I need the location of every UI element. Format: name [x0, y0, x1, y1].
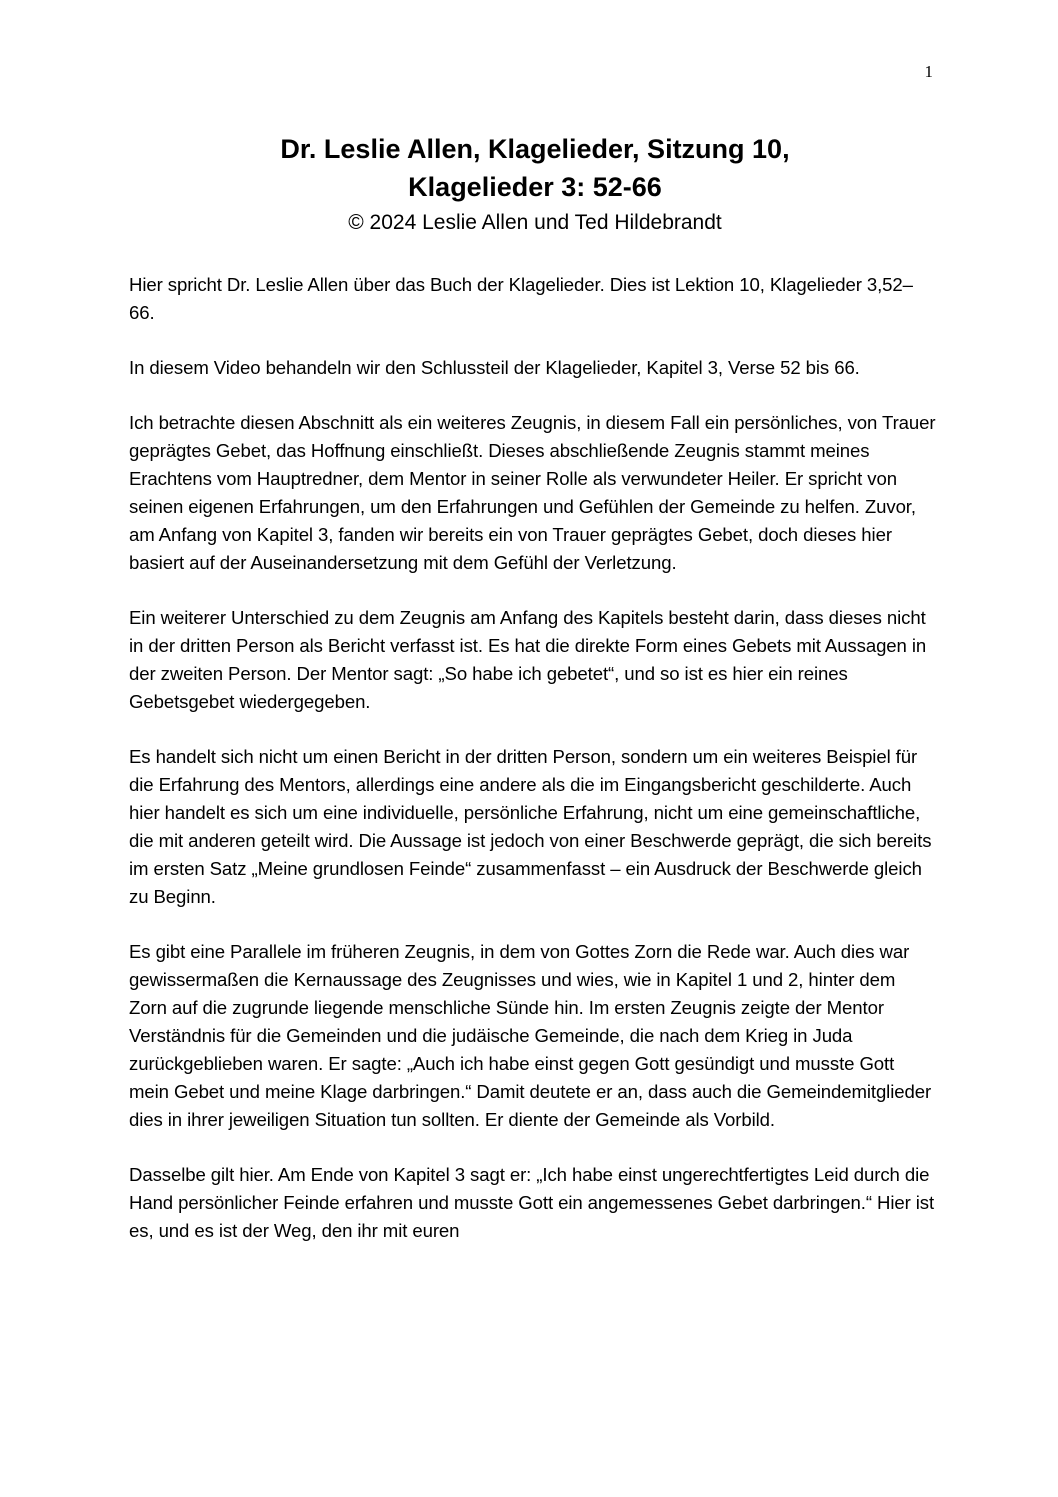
paragraph: In diesem Video behandeln wir den Schlussteil der Klagelieder, Kapitel 3, Verse 52 bis 66.	[129, 357, 860, 378]
paragraph: Ich betrachte diesen Abschnitt als ein weiteres Zeugnis, in diesem Fall ein persönliches, von Trauer geprägtes Gebet, das Hoffnung einschließt. Dieses abschließende Zeugnis stammt meines Erachtens vom Hauptredner, dem Mentor in seiner Rolle als verwundeter Heiler. Er spricht von seinen eigenen Erfahrungen, um den Erfahrungen und Gefühlen der Gemeinde zu helfen. Zuvor, am Anfang von Kapitel 3, fanden wir bereits ein von Trauer geprägtes Gebet, doch dieses hier basiert auf der Auseinandersetzung mit dem Gefühl der Verletzung.	[129, 412, 936, 573]
document-header	[100, 130, 970, 241]
paragraph: Es handelt sich nicht um einen Bericht in der dritten Person, sondern um ein weiteres Beispiel für die Erfahrung des Mentors, allerdings eine andere als die im Eingangsbericht geschilderte. Auch hier handelt es sich um eine individuelle, persönliche Erfahrung, nicht um eine gemeinschaftliche, die mit anderen geteilt wird. Die Aussage ist jedoch von einer Beschwerde geprägt, die sich bereits im ersten Satz „Meine grundlosen Feinde“ zusammenfasst – ein Ausdruck der Beschwerde gleich zu Beginn.	[129, 746, 932, 907]
copyright-notice: © 2024 Leslie Allen und Ted Hildebrandt	[348, 211, 722, 234]
paragraph: Ein weiterer Unterschied zu dem Zeugnis am Anfang des Kapitels besteht darin, dass dieses nicht in der dritten Person als Bericht verfasst ist. Es hat die direkte Form eines Gebets mit Aussagen in der zweiten Person. Der Mentor sagt: „So habe ich gebetet“, und so ist es hier ein reines Gebetsgebet wiedergegeben.	[129, 607, 927, 712]
paragraph: Dasselbe gilt hier. Am Ende von Kapitel 3 sagt er: „Ich habe einst ungerechtfertigtes Leid durch die Hand persönlicher Feinde erfahren und musste Gott ein angemessenes Gebet darbringen.“ Hier ist es, und es ist der Weg, den ihr mit euren	[129, 1164, 935, 1241]
paragraph: Es gibt eine Parallele im früheren Zeugnis, in dem von Gottes Zorn die Rede war. Auch dies war gewissermaßen die Kernaussage des Zeugnisses und wies, wie in Kapitel 1 und 2, hinter dem Zorn auf die zugrunde liegende menschliche Sünde hin. Im ersten Zeugnis zeigte der Mentor Verständnis für die Gemeinden und die judäische Gemeinde, die nach dem Krieg in Juda zurückgeblieben waren. Er sagte: „Auch ich habe einst gegen Gott gesündigt und musste Gott mein Gebet und meine Klage darbringen.“ Damit deutete er an, dass auch die Gemeindemitglieder dies in ihrer jeweiligen Situation tun sollten. Er diente der Gemeinde als Vorbild.	[129, 941, 932, 1130]
document-title-line-2: Klagelieder 3: 52-66	[408, 172, 662, 202]
document-body	[129, 271, 937, 1272]
paragraph: Hier spricht Dr. Leslie Allen über das Buch der Klagelieder. Dies ist Lektion 10, Klagelieder 3,52–66.	[129, 274, 913, 323]
page-number: 1	[924, 62, 933, 81]
document-title-line-1: Dr. Leslie Allen, Klagelieder, Sitzung 10,	[280, 134, 790, 164]
